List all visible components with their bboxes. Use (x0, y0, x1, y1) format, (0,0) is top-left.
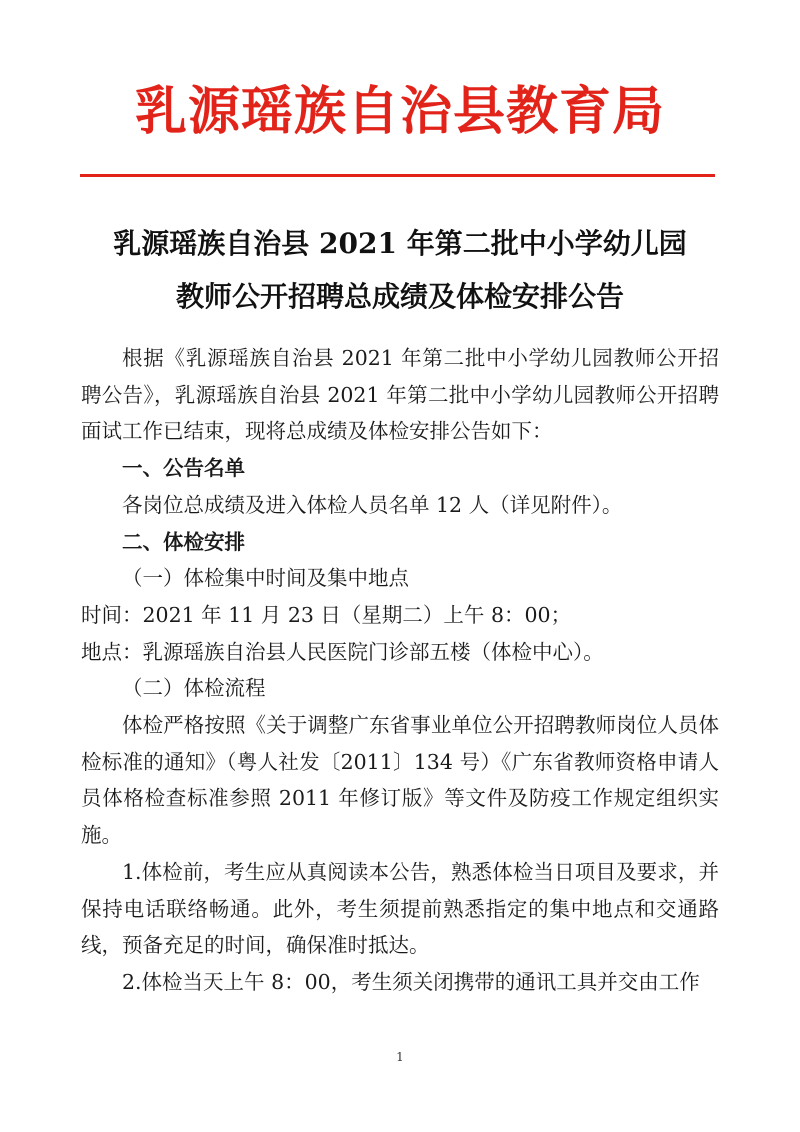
item-2-paragraph: 2.体检当天上午 8：00，考生须关闭携带的通讯工具并交由工作 (122, 969, 700, 994)
process-paragraph: 体检严格按照《关于调整广东省事业单位公开招聘教师岗位人员体检标准的通知》（粤人社发〔2011〕134 号）《广东省教师资格申请人员体格检查标准参照 2011 年修订版》等文件及防疫工作规定组织实施。 (81, 713, 719, 848)
letterhead-red-rule (80, 174, 715, 177)
section-1-heading: 一、公告名单 (122, 456, 245, 481)
notice-title-line-1: 乳源瑶族自治县 2021 年第二批中小学幼儿园 (113, 227, 687, 260)
intro-paragraph: 根据《乳源瑶族自治县 2021 年第二批中小学幼儿园教师公开招聘公告》，乳源瑶族自治县 2021 年第二批中小学幼儿园教师公开招聘面试工作已结束，现将总成绩及体检安排公告如下： (81, 346, 719, 444)
notice-body (81, 340, 719, 1001)
exam-time-line: 时间：2021 年 11 月 23 日（星期二）上午 8：00； (81, 602, 572, 627)
item-1-paragraph: 1.体检前，考生应从真阅读本公告，熟悉体检当日项目及要求，并保持电话联络畅通。此外，考生须提前熟悉指定的集中地点和交通路线，预备充足的时间，确保准时抵达。 (81, 859, 719, 958)
exam-place-line: 地点：乳源瑶族自治县人民医院门诊部五楼（体检中心）。 (81, 639, 604, 664)
page-number: 1 (396, 1050, 404, 1064)
subsection-2-heading: （二）体检流程 (122, 676, 266, 701)
letterhead-org-name: 乳源瑶族自治县教育局 (134, 81, 665, 142)
notice-title-line-2: 教师公开招聘总成绩及体检安排公告 (175, 280, 624, 313)
subsection-1-heading: （一）体检集中时间及集中地点 (122, 566, 409, 591)
section-2-heading: 二、体检安排 (122, 529, 245, 554)
section-1-text: 各岗位总成绩及进入体检人员名单 12 人（详见附件）。 (122, 492, 623, 517)
